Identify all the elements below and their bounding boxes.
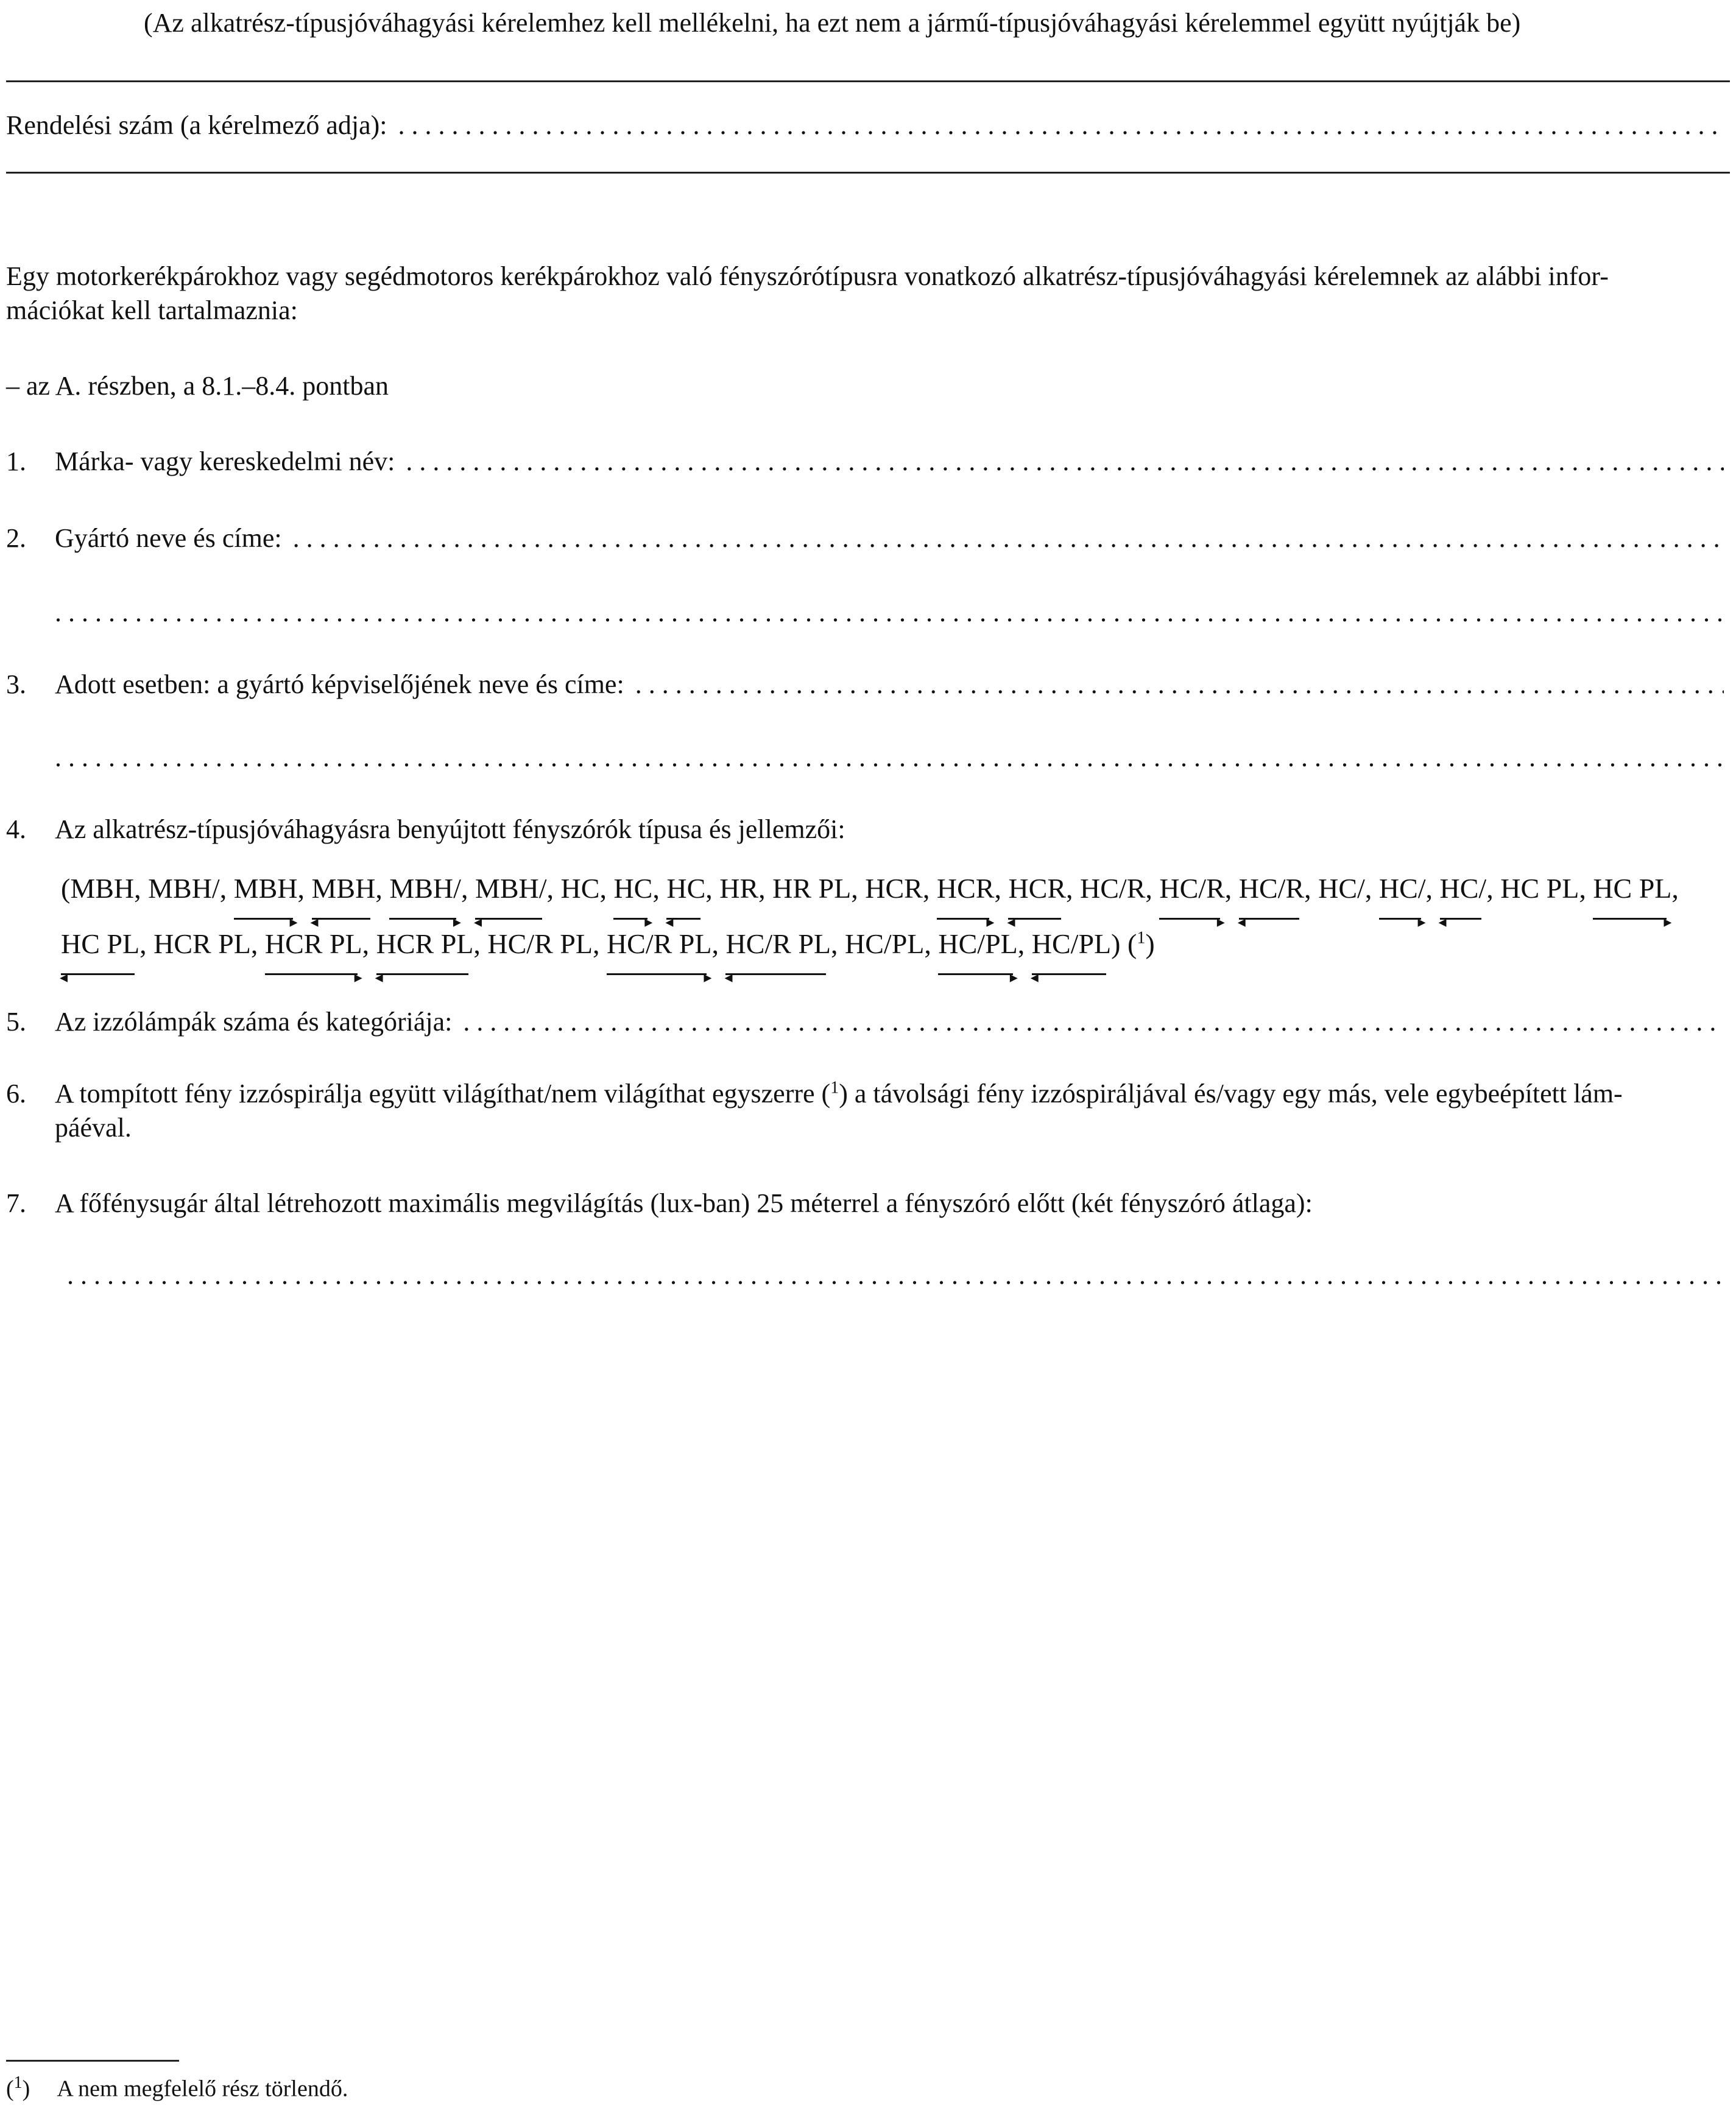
headlamp-type-code: ◂ HC PL: [61, 919, 139, 969]
item-label: Adott esetben: a gyártó képviselőjének neve és címe:: [55, 669, 624, 699]
headlamp-type-code: ◂ HC/: [1440, 864, 1487, 914]
headlamp-type-code: ◂ HC/R: [1239, 864, 1304, 914]
headlamp-type-6: ◂ MBH/,: [475, 864, 554, 914]
headlamp-type-code: HCR: [865, 873, 923, 904]
headlamp-type-28: ▸ HC/R PL,: [607, 919, 719, 969]
divider-bottom: [6, 172, 1730, 174]
headlamp-type-18: HC/,: [1318, 864, 1372, 914]
headlamp-type-code: MBH/: [148, 873, 220, 904]
dotted-line[interactable]: [293, 523, 1724, 554]
headlamp-type-code: ▸ HC PL: [1593, 864, 1671, 914]
dotted-line[interactable]: [55, 742, 1724, 773]
headlamp-type-8: ▸ HC,: [613, 864, 659, 914]
headlamp-type-code: HCR PL: [153, 928, 251, 960]
headlamp-type-code: ▸ HC/R: [1159, 864, 1224, 914]
item-label: Gyártó neve és címe:: [55, 523, 282, 553]
headlamp-type-20: ◂ HC/,: [1440, 864, 1494, 914]
item-label: Az alkatrész-típusjóváhagyásra benyújtott fényszórók típusa és jellemzői:: [55, 814, 845, 844]
footnote-mark: 1: [1137, 929, 1146, 948]
headlamp-type-4: ◂ MBH,: [312, 864, 383, 914]
headlamp-type-code: ◂ MBH: [312, 864, 376, 914]
item-6-line-2: páéval.: [55, 1113, 132, 1143]
item-4-heading: [6, 814, 845, 845]
headlamp-type-25: ▸ HCR PL,: [265, 919, 369, 969]
dash-item: – az A. részben, a 8.1.–8.4. pontban: [6, 371, 389, 401]
item-number: 6.: [6, 1079, 26, 1108]
item-1-field[interactable]: [6, 446, 1724, 477]
item-7-answer[interactable]: [67, 1260, 1724, 1291]
item-2-field[interactable]: [6, 523, 1724, 554]
item-label: Az izzólámpák száma és kategóriája:: [55, 1007, 453, 1037]
headlamp-type-12: HCR,: [865, 864, 930, 914]
headlamp-type-23: ◂ HC PL,: [61, 919, 147, 969]
headlamp-type-1: (MBH,: [61, 864, 141, 914]
header-note: (Az alkatrész-típusjóváhagyási kérelemhez kell mellékelni, ha ezt nem a jármű-típusjóváhagyási kérelemmel együtt nyújtják be): [144, 8, 1521, 38]
item-number: 4.: [6, 814, 26, 844]
footnote-mark: 1: [830, 1078, 839, 1098]
headlamp-type-11: HR PL,: [772, 864, 858, 914]
headlamp-type-code: ▸ HC/PL: [938, 919, 1017, 969]
intro-line-2: mációkat kell tartalmaznia:: [6, 295, 298, 325]
item-number: 7.: [6, 1188, 26, 1218]
headlamp-type-2: MBH/,: [148, 864, 227, 914]
headlamp-type-code: HC/R PL: [487, 928, 593, 960]
headlamp-type-code: ◂ HC: [666, 864, 705, 914]
headlamp-type-list: [61, 864, 1718, 969]
order-number-label: Rendelési szám (a kérelmező adja):: [6, 110, 387, 140]
item-label: A főfénysugár által létrehozott maximális megvilágítás (lux-ban) 25 méterrel a fényszóró előtt (két fényszóró átlaga):: [55, 1188, 1313, 1218]
headlamp-type-code: HC: [560, 873, 600, 904]
headlamp-type-code: HC/PL: [845, 928, 925, 960]
dotted-line[interactable]: [67, 1260, 1724, 1291]
item-label: Márka- vagy kereskedelmi név:: [55, 446, 395, 476]
headlamp-type-22: ▸ HC PL,: [1593, 864, 1679, 914]
headlamp-type-code: ▸ HC: [613, 864, 652, 914]
headlamp-type-code: HR PL: [772, 873, 852, 904]
headlamp-type-3: ▸ MBH,: [234, 864, 305, 914]
headlamp-type-17: ◂ HC/R,: [1239, 864, 1311, 914]
headlamp-type-code: HC/R: [1080, 873, 1146, 904]
dotted-line[interactable]: [463, 1006, 1724, 1037]
headlamp-type-code: ◂ HC/R PL: [725, 919, 831, 969]
headlamp-types: [61, 873, 1679, 959]
item-5-field[interactable]: [6, 1006, 1724, 1037]
headlamp-type-19: ▸ HC/,: [1379, 864, 1433, 914]
item-7-heading: [6, 1188, 1313, 1219]
item-number: 1.: [6, 446, 26, 476]
headlamp-type-24: HCR PL,: [153, 919, 258, 969]
dotted-line[interactable]: [635, 669, 1724, 700]
footnote-text: A nem megfelelő rész törlendő.: [57, 2076, 348, 2102]
headlamp-type-code: HR: [719, 873, 759, 904]
headlamp-type-code: ▸ HC/R PL: [607, 919, 712, 969]
dotted-line[interactable]: [55, 597, 1724, 628]
item-number: 2.: [6, 523, 26, 553]
headlamp-type-code: ◂ HCR: [1008, 864, 1066, 914]
headlamp-type-code: (MBH: [61, 873, 135, 904]
headlamp-type-16: ▸ HC/R,: [1159, 864, 1232, 914]
footnote-divider: [6, 2060, 179, 2062]
item-label-part: A tompított fény izzóspirálja együtt világíthat/nem világíthat egyszerre (: [55, 1079, 831, 1108]
order-number-dotted-line[interactable]: [398, 110, 1724, 141]
order-number-field[interactable]: [6, 110, 1724, 141]
dotted-line[interactable]: [406, 446, 1724, 477]
item-number: 5.: [6, 1007, 26, 1037]
headlamp-type-7: HC,: [561, 864, 607, 914]
headlamp-type-30: HC/PL,: [845, 919, 931, 969]
headlamp-type-code: ▸ MBH: [234, 864, 298, 914]
headlamp-type-code: ▸ HCR: [937, 864, 995, 914]
headlamp-type-9: ◂ HC,: [666, 864, 712, 914]
headlamp-type-32: ◂ HC/PL): [1032, 919, 1121, 969]
headlamp-type-10: HR,: [719, 864, 765, 914]
headlamp-type-27: HC/R PL,: [487, 919, 599, 969]
item-label-part: ) a távolsági fény izzóspiráljával és/vagy egy más, vele egybeépített lám-: [839, 1079, 1623, 1108]
headlamp-type-29: ◂ HC/R PL,: [725, 919, 838, 969]
headlamp-type-15: HC/R,: [1080, 864, 1152, 914]
headlamp-type-code: ◂ HCR PL: [376, 919, 474, 969]
headlamp-type-code: ◂ HC/PL: [1032, 919, 1111, 969]
headlamp-type-13: ▸ HCR,: [937, 864, 1001, 914]
headlamp-type-21: HC PL,: [1500, 864, 1586, 914]
item-6-line-1: [6, 1078, 1623, 1109]
headlamp-type-code: ▸ HCR PL: [265, 919, 362, 969]
item-3-field[interactable]: [6, 669, 1724, 700]
headlamp-type-5: ▸ MBH/,: [389, 864, 468, 914]
item-number: 3.: [6, 669, 26, 699]
headlamp-type-31: ▸ HC/PL,: [938, 919, 1025, 969]
footnote: ($^1$) A nem megfelelő rész törlendő.: [6, 2073, 348, 2102]
footnote-mark: 1: [13, 2073, 23, 2092]
item-3-continuation[interactable]: [55, 742, 1724, 773]
headlamp-type-26: ◂ HCR PL,: [376, 919, 481, 969]
headlamp-type-code: ▸ MBH/: [389, 864, 461, 914]
divider-top: [6, 80, 1730, 82]
intro-line-1: Egy motorkerékpárokhoz vagy segédmotoros kerékpárokhoz való fényszórótípusra vonatkozó alkatrész-típusjóváhagyási kérelemnek az alábbi infor-: [6, 261, 1609, 291]
headlamp-type-code: HC/: [1318, 873, 1365, 904]
headlamp-type-code: ◂ MBH/: [475, 864, 547, 914]
headlamp-type-14: ◂ HCR,: [1008, 864, 1073, 914]
item-2-continuation[interactable]: [55, 597, 1724, 628]
headlamp-type-code: ▸ HC/: [1379, 864, 1426, 914]
footnote-reference: ($^1$): [1127, 928, 1155, 960]
headlamp-type-code: HC PL: [1500, 873, 1579, 904]
